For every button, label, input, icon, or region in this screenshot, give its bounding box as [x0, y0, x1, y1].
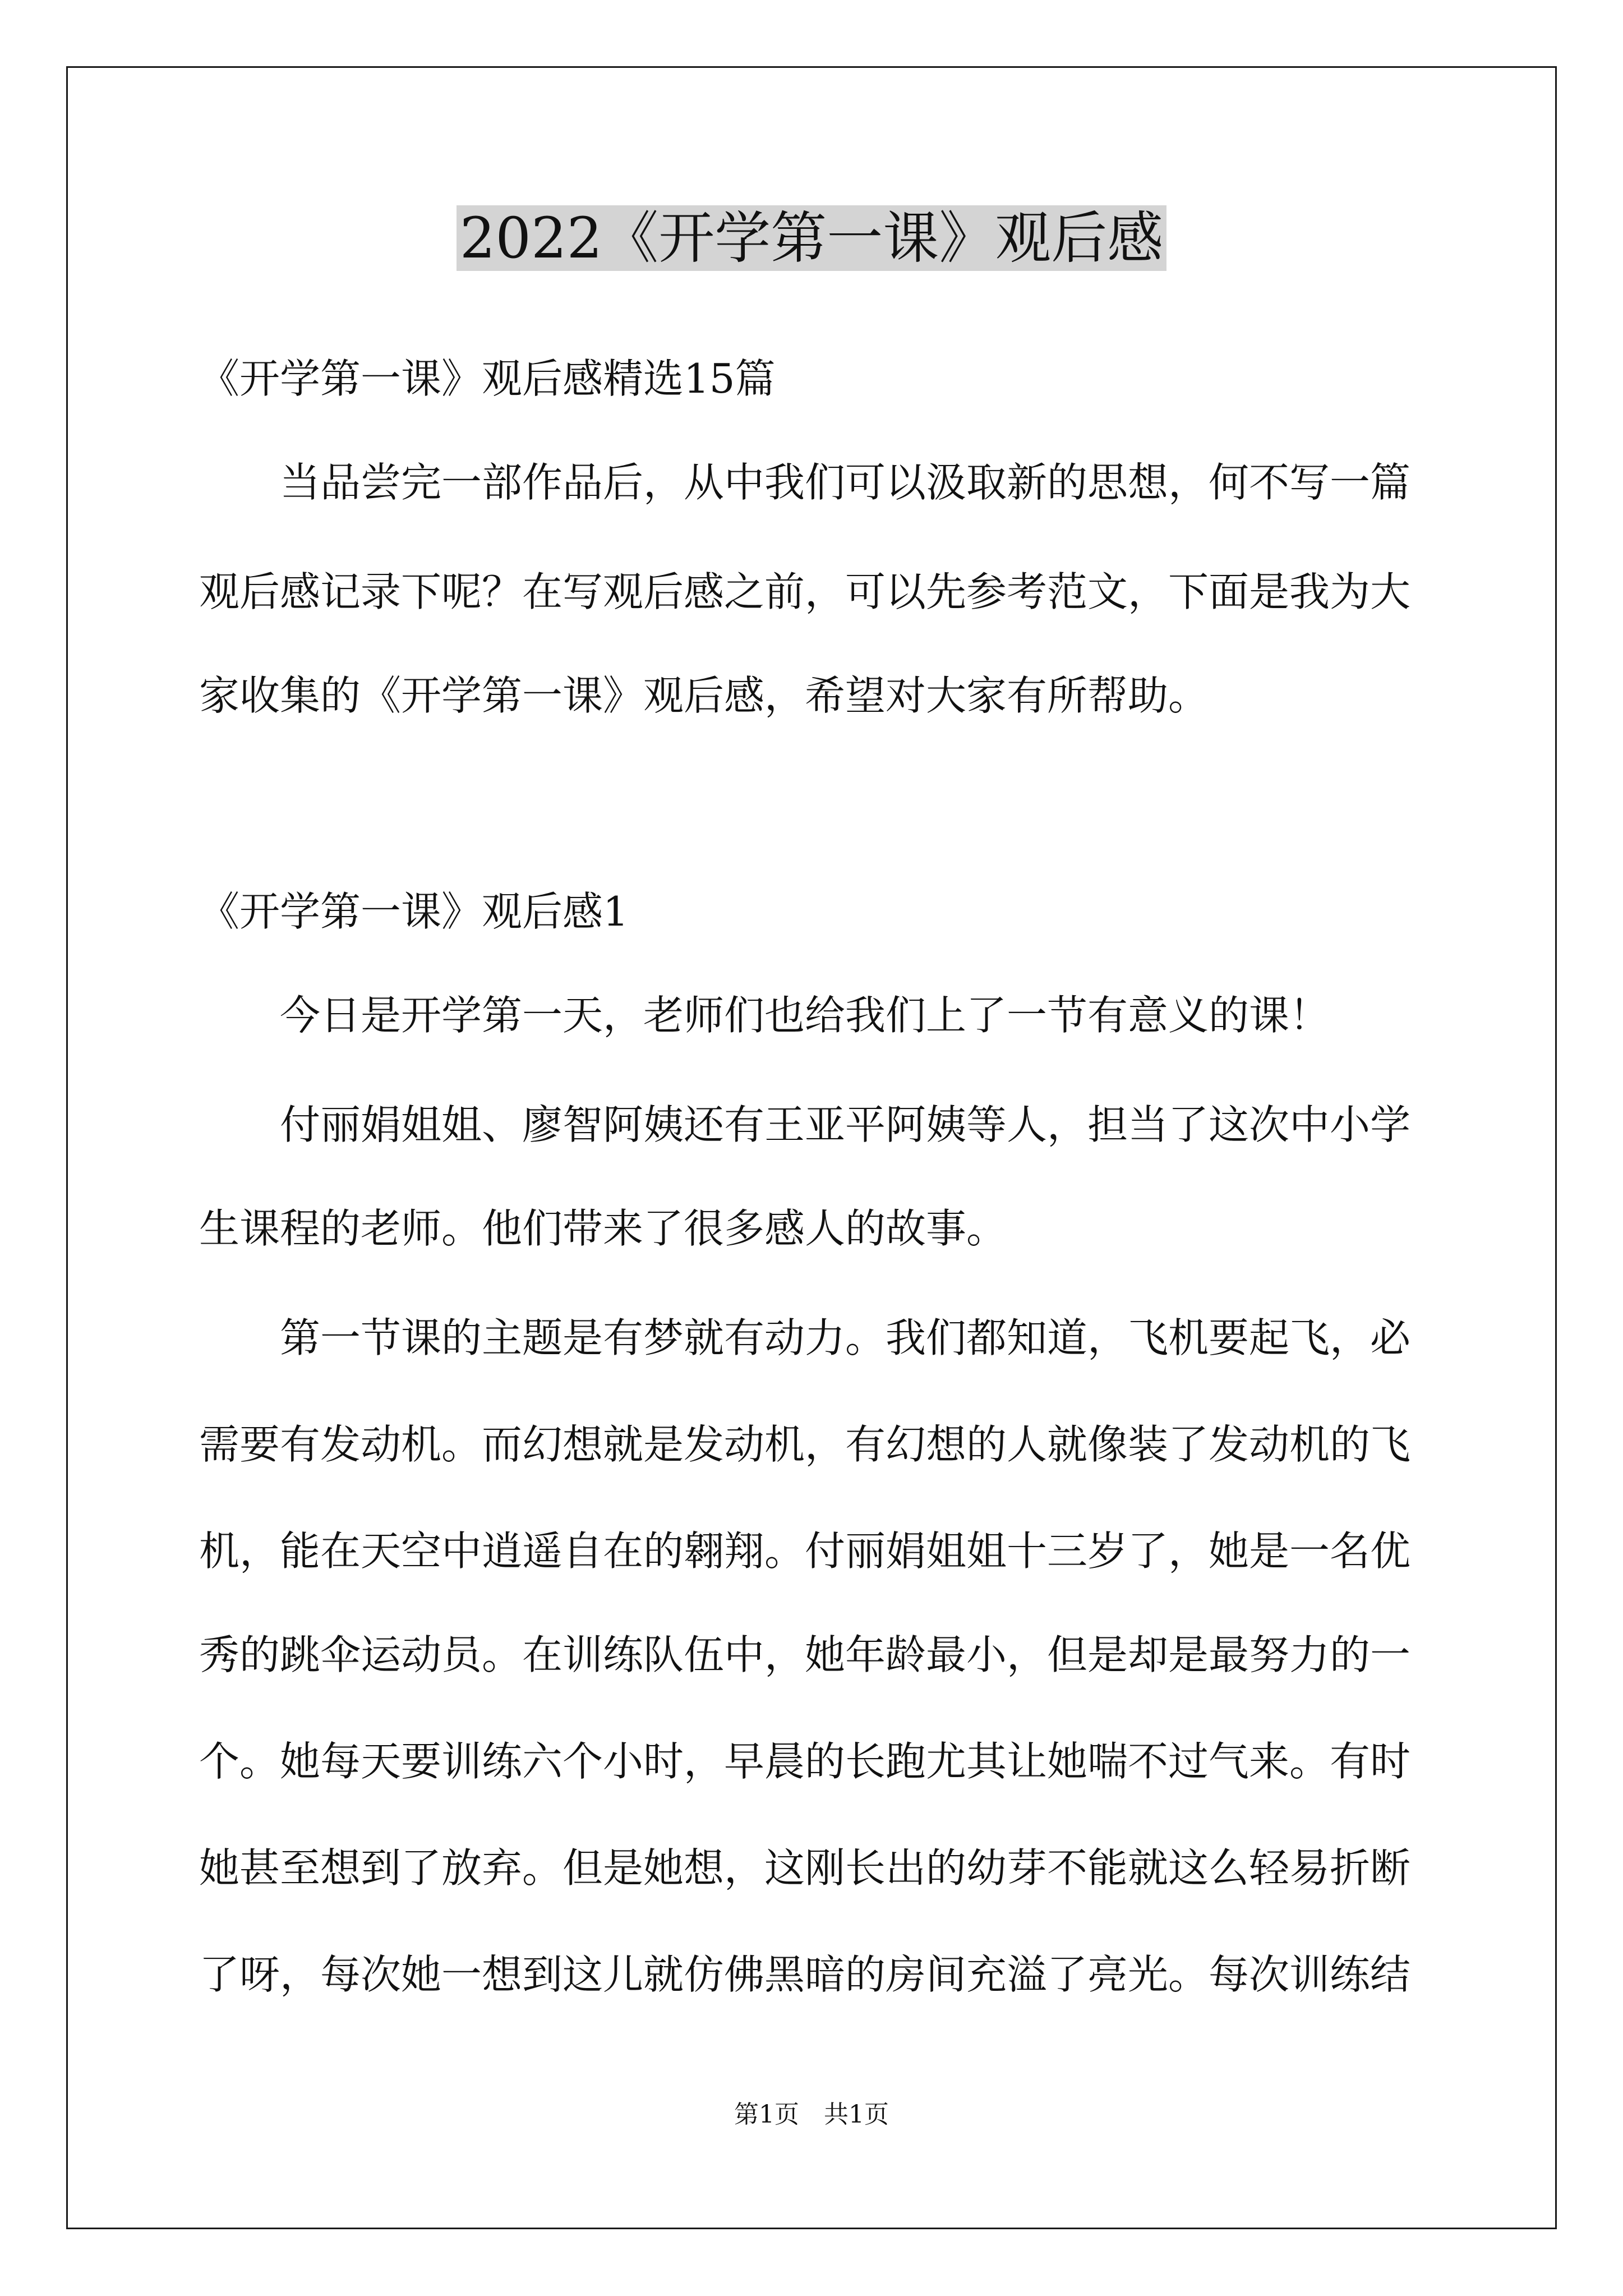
paragraph-line: 需要有发动机。而幻想就是发动机，有幻想的人就像装了发动机的飞 [199, 1421, 1411, 1468]
section-heading: 《开学第一课》观后感1 [199, 888, 629, 935]
document-title: 2022《开学第一课》观后感 [0, 199, 1623, 278]
paragraph-line: 付丽娟姐姐、廖智阿姨还有王亚平阿姨等人，担当了这次中小学 [199, 1101, 1411, 1148]
subtitle-line: 《开学第一课》观后感精选15篇 [199, 355, 776, 402]
paragraph-line: 机，能在天空中逍遥自在的翱翔。付丽娟姐姐十三岁了，她是一名优 [199, 1527, 1411, 1575]
paragraph-line: 生课程的老师。他们带来了很多感人的故事。 [199, 1205, 1007, 1252]
paragraph-line: 观后感记录下呢？在写观后感之前，可以先参考范文，下面是我为大 [199, 568, 1411, 615]
paragraph-line: 了呀，每次她一想到这儿就仿佛黑暗的房间充溢了亮光。每次训练结 [199, 1951, 1411, 1998]
paragraph-line: 家收集的《开学第一课》观后感，希望对大家有所帮助。 [199, 672, 1209, 719]
paragraph-line: 个。她每天要训练六个小时，早晨的长跑尤其让她喘不过气来。有时 [199, 1738, 1411, 1785]
page-footer: 第1页 共1页 [734, 2100, 889, 2129]
paragraph-line: 当品尝完一部作品后，从中我们可以汲取新的思想，何不写一篇 [199, 459, 1411, 506]
paragraph-line: 今日是开学第一天，老师们也给我们上了一节有意义的课！ [199, 992, 1330, 1039]
paragraph-line: 她甚至想到了放弃。但是她想，这刚长出的幼芽不能就这么轻易折断 [199, 1844, 1411, 1892]
paragraph-line: 第一节课的主题是有梦就有动力。我们都知道，飞机要起飞，必 [199, 1314, 1411, 1361]
paragraph-line: 秀的跳伞运动员。在训练队伍中，她年龄最小，但是却是最努力的一 [199, 1631, 1411, 1678]
